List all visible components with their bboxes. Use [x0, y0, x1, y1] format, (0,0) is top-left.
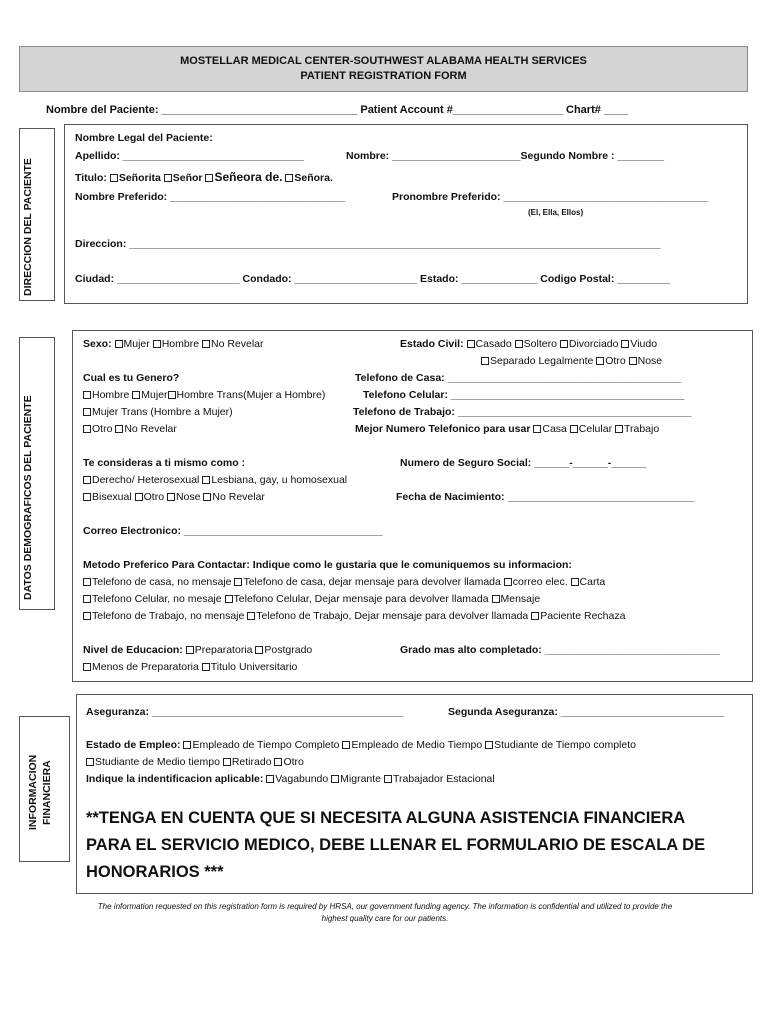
nombre-field[interactable]: Nombre: ______________________Segundo Nombre : ________	[346, 150, 665, 162]
option-preparatoria: Preparatoria	[194, 644, 253, 656]
genero-row-1	[83, 388, 325, 402]
checkbox-titulo-universitario[interactable]	[202, 663, 210, 671]
dob-field[interactable]: Fecha de Nacimiento: ________________________________	[396, 491, 695, 503]
checkbox-senorita[interactable]	[110, 174, 118, 182]
checkbox-paciente-rechaza[interactable]	[531, 612, 539, 620]
form-header	[19, 46, 748, 92]
option-celular-dejar-mensaje: Telefono Celular, Dejar mensaje para devolver llamada	[233, 593, 489, 605]
option-heterosexual: Derecho/ Heterosexual	[92, 474, 200, 486]
checkbox-correo[interactable]	[504, 578, 512, 586]
option-orient-no-revelar: No Revelar	[212, 491, 265, 503]
option-titulo-universitario: Titulo Universitario	[210, 661, 298, 673]
contact-row-1	[83, 575, 605, 589]
email-field[interactable]: Correo Electronico: __________________________________	[83, 525, 383, 537]
section-label-address: DIRECCION DEL PACIENTE	[22, 158, 34, 296]
checkbox-genero-otro[interactable]	[83, 425, 91, 433]
city-county-state-zip-field[interactable]: Ciudad: _____________________ Condado: _____________________ Estado: _____________ Codigo Postal: _________	[75, 273, 670, 285]
checkbox-carta[interactable]	[571, 578, 579, 586]
apellido-field[interactable]: Apellido: _______________________________	[75, 150, 304, 162]
option-divorciado: Divorciado	[568, 338, 619, 350]
option-senor: Señor	[172, 172, 203, 184]
checkbox-mejor-casa[interactable]	[533, 425, 541, 433]
checkbox-civil-nose[interactable]	[629, 357, 637, 365]
option-orient-nose: Nose	[175, 491, 201, 503]
patient-name-account-line[interactable]: Nombre del Paciente: ________________________________ Patient Account #__________________ Chart# ____	[46, 104, 629, 116]
ssn-field[interactable]: Numero de Seguro Social: ______-______-______	[400, 457, 647, 469]
checkbox-medio-tiempo[interactable]	[342, 741, 350, 749]
option-genero-hombre: Hombre	[92, 389, 130, 401]
option-correo: correo elec.	[512, 576, 568, 588]
option-separado: Separado Legalmente	[490, 355, 594, 367]
option-hombre: Hombre	[161, 338, 200, 350]
tel-trabajo-field[interactable]: Telefono de Trabajo: ________________________________________	[353, 406, 692, 418]
option-mujer: Mujer	[123, 338, 150, 350]
checkbox-divorciado[interactable]	[560, 340, 568, 348]
civil-row-2	[481, 354, 662, 368]
option-bisexual: Bisexual	[92, 491, 132, 503]
option-genero-no-revelar: No Revelar	[124, 423, 177, 435]
mejor-numero-row	[355, 422, 659, 436]
checkbox-viudo[interactable]	[621, 340, 629, 348]
option-medio-tiempo: Empleado de Medio Tiempo	[351, 739, 483, 751]
option-soltero: Soltero	[523, 338, 557, 350]
checkbox-bisexual[interactable]	[83, 493, 91, 501]
option-paciente-rechaza: Paciente Rechaza	[540, 610, 626, 622]
empleo-row-2	[86, 755, 304, 769]
option-menos-preparatoria: Menos de Preparatoria	[92, 661, 199, 673]
ident-row	[86, 772, 495, 786]
checkbox-postgrado[interactable]	[255, 646, 263, 654]
checkbox-senora[interactable]	[285, 174, 293, 182]
education-row-2	[83, 660, 297, 674]
header-subtitle: PATIENT REGISTRATION FORM	[300, 70, 467, 82]
preferred-name-field[interactable]: Nombre Preferido: ______________________________	[75, 191, 346, 203]
footer-note	[20, 901, 750, 925]
checkbox-separado[interactable]	[481, 357, 489, 365]
checkbox-studiante-medio[interactable]	[86, 758, 94, 766]
option-casa-no-mensaje: Telefono de casa, no mensaje	[92, 576, 232, 588]
checkbox-migrante[interactable]	[331, 775, 339, 783]
checkbox-senor[interactable]	[164, 174, 172, 182]
genero-row-3	[83, 422, 177, 436]
civil-row	[400, 337, 657, 351]
checkbox-studiante-completo[interactable]	[485, 741, 493, 749]
option-mejor-celular: Celular	[578, 423, 613, 435]
checkbox-genero-hombre[interactable]	[83, 391, 91, 399]
checkbox-mejor-trabajo[interactable]	[615, 425, 623, 433]
checkbox-genero-mujer[interactable]	[132, 391, 140, 399]
genero-row-2	[83, 405, 233, 419]
checkbox-menos-preparatoria[interactable]	[83, 663, 91, 671]
checkbox-lesbiana-gay[interactable]	[202, 476, 210, 484]
financial-notice-line-2: PARA EL SERVICIO MEDICO, DEBE LLENAR EL FORMULARIO DE ESCALA DE	[86, 836, 706, 854]
option-lesbiana-gay: Lesbiana, gay, u homosexual	[211, 474, 348, 486]
orientation-row-2	[83, 490, 265, 504]
option-postgrado: Postgrado	[264, 644, 313, 656]
sexo-label: Sexo:	[83, 338, 112, 350]
education-label: Nivel de Educacion:	[83, 644, 183, 656]
legal-name-label: Nombre Legal del Paciente:	[75, 132, 213, 144]
checkbox-trabajo-no-mensaje[interactable]	[83, 612, 91, 620]
option-migrante: Migrante	[340, 773, 382, 785]
checkbox-casa-no-mensaje[interactable]	[83, 578, 91, 586]
option-casa-dejar-mensaje: Telefono de casa, dejar mensaje para devolver llamada	[243, 576, 501, 588]
address-field[interactable]: Direccion: ___________________________________________________________________________________________	[75, 238, 661, 250]
option-mensaje: Mensaje	[500, 593, 541, 605]
option-trabajador-estacional: Trabajador Estacional	[392, 773, 495, 785]
option-trabajo-dejar-mensaje: Telefono de Trabajo, Dejar mensaje para devolver llamada	[256, 610, 529, 622]
ident-label: Indique la indentificacion aplicable:	[86, 773, 264, 785]
checkbox-casa-dejar-mensaje[interactable]	[234, 578, 242, 586]
sexo-row	[83, 337, 264, 351]
option-senorita: Señorita	[118, 172, 161, 184]
checkbox-trabajador-estacional[interactable]	[384, 775, 392, 783]
segunda-aseguranza-field[interactable]: Segunda Aseguranza: ____________________________	[448, 706, 725, 718]
checkbox-soltero[interactable]	[515, 340, 523, 348]
checkbox-heterosexual[interactable]	[83, 476, 91, 484]
contact-label: Metodo Preferico Para Contactar: Indique como le gustaria que le comuniquemos su informacion:	[83, 559, 572, 571]
option-tiempo-completo: Empleado de Tiempo Completo	[192, 739, 340, 751]
checkbox-genero-no-revelar[interactable]	[115, 425, 123, 433]
option-viudo: Viudo	[630, 338, 658, 350]
checkbox-sexo-hombre[interactable]	[153, 340, 161, 348]
option-orient-otro: Otro	[143, 491, 165, 503]
checkbox-sexo-no-revelar[interactable]	[202, 340, 210, 348]
checkbox-trabajo-dejar-mensaje[interactable]	[247, 612, 255, 620]
mejor-numero-label: Mejor Numero Telefonico para usar	[355, 423, 531, 435]
header-title: MOSTELLAR MEDICAL CENTER-SOUTHWEST ALABAMA HEALTH SERVICES	[180, 55, 587, 67]
financial-notice-line-3: HONORARIOS ***	[86, 863, 224, 881]
option-studiante-medio: Studiante de Medio tiempo	[95, 756, 220, 768]
empleo-label: Estado de Empleo:	[86, 739, 181, 751]
option-studiante-completo: Studiante de Tiempo completo	[494, 739, 636, 751]
checkbox-sexo-mujer[interactable]	[115, 340, 123, 348]
checkbox-orient-no-revelar[interactable]	[203, 493, 211, 501]
footer-line-2: highest quality care for our patients.	[321, 914, 449, 923]
option-mejor-trabajo: Trabajo	[623, 423, 660, 435]
tel-celular-field[interactable]: Telefono Celular: ________________________________________	[363, 389, 685, 401]
section-label-financial-2: FINANCIERA	[41, 760, 53, 825]
option-carta: Carta	[579, 576, 606, 588]
checkbox-vagabundo[interactable]	[266, 775, 274, 783]
checkbox-orient-nose[interactable]	[167, 493, 175, 501]
contact-row-3	[83, 609, 625, 623]
checkbox-preparatoria[interactable]	[186, 646, 194, 654]
section-label-demographics: DATOS DEMOGRAFICOS DEL PACIENTE	[22, 395, 34, 600]
checkbox-mujer-trans[interactable]	[83, 408, 91, 416]
option-trabajo-no-mensaje: Telefono de Trabajo, no mensaje	[92, 610, 245, 622]
checkbox-empleo-otro[interactable]	[274, 758, 282, 766]
grado-field[interactable]: Grado mas alto completado: ______________________________	[400, 644, 720, 656]
option-mejor-casa: Casa	[542, 423, 567, 435]
option-civil-nose: Nose	[637, 355, 663, 367]
pronoun-hint: (El, Ella, Ellos)	[528, 208, 584, 217]
option-genero-otro: Otro	[92, 423, 113, 435]
titulo-row	[75, 170, 333, 185]
checkbox-mensaje[interactable]	[492, 595, 500, 603]
option-genero-mujer: Mujer	[141, 389, 168, 401]
education-row-1	[83, 643, 312, 657]
civil-label: Estado Civil:	[400, 338, 464, 350]
titulo-label: Titulo:	[75, 172, 107, 184]
checkbox-celular-no-mensaje[interactable]	[83, 595, 91, 603]
empleo-row-1	[86, 738, 636, 752]
checkbox-civil-otro[interactable]	[596, 357, 604, 365]
tel-casa-field[interactable]: Telefono de Casa: ________________________________________	[355, 372, 682, 384]
section-label-financial-1: INFORMACION	[27, 754, 39, 830]
option-senora: Señora.	[294, 172, 333, 184]
checkbox-celular-dejar-mensaje[interactable]	[225, 595, 233, 603]
option-casado: Casado	[475, 338, 512, 350]
option-hombre-trans: Hombre Trans(Mujer a Hombre)	[176, 389, 326, 401]
orientation-row-1	[83, 473, 347, 487]
financial-notice-line-1: **TENGA EN CUENTA QUE SI NECESITA ALGUNA ASISTENCIA FINANCIERA	[86, 809, 686, 827]
genero-label: Cual es tu Genero?	[83, 372, 180, 384]
option-vagabundo: Vagabundo	[275, 773, 329, 785]
checkbox-senora-de[interactable]	[205, 174, 213, 182]
orientation-label: Te consideras a ti mismo como :	[83, 457, 246, 469]
aseguranza-field[interactable]: Aseguranza: ___________________________________________	[86, 706, 404, 718]
option-civil-otro: Otro	[605, 355, 626, 367]
option-empleo-otro: Otro	[283, 756, 304, 768]
checkbox-tiempo-completo[interactable]	[183, 741, 191, 749]
checkbox-casado[interactable]	[467, 340, 475, 348]
option-senora-de: Señeora de.	[214, 170, 283, 184]
option-no-revelar: No Revelar	[210, 338, 264, 350]
pronoun-field[interactable]: Pronombre Preferido: ___________________________________	[392, 191, 708, 203]
option-retirado: Retirado	[231, 756, 272, 768]
contact-row-2	[83, 592, 540, 606]
footer-line-1: The information requested on this registration form is required by HRSA, our government funding agency. The information is confidential and utilized to provide the	[97, 902, 673, 911]
checkbox-retirado[interactable]	[223, 758, 231, 766]
checkbox-orient-otro[interactable]	[135, 493, 143, 501]
option-celular-no-mensaje: Telefono Celular, no mesaje	[92, 593, 222, 605]
checkbox-mejor-celular[interactable]	[570, 425, 578, 433]
checkbox-hombre-trans[interactable]	[168, 391, 176, 399]
option-mujer-trans: Mujer Trans (Hombre a Mujer)	[92, 406, 233, 418]
